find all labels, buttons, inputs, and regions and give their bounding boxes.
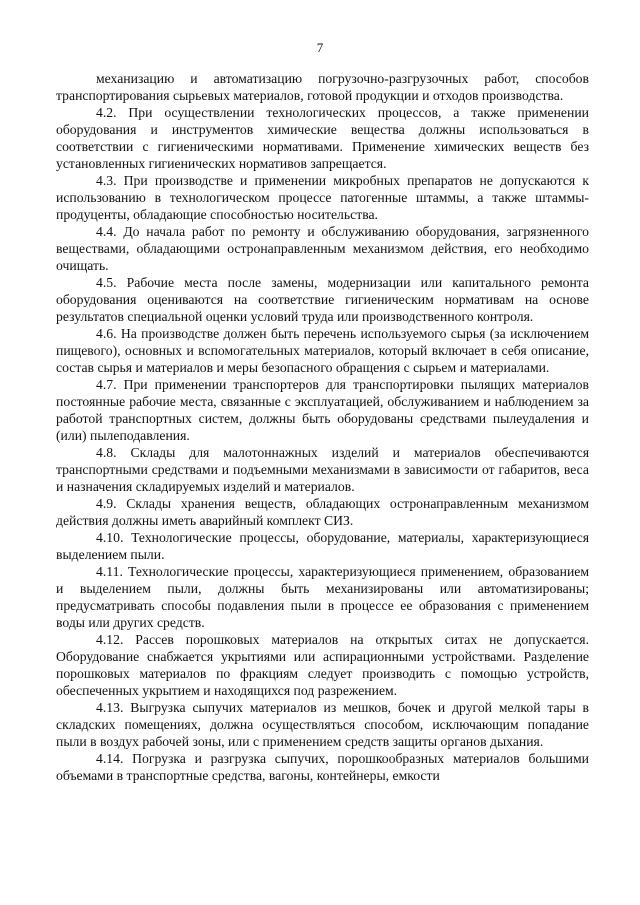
- document-body: [56, 70, 589, 784]
- paragraph-4-11: 4.11. Технологические процессы, характеризующиеся применением, образованием и выделением пыли, должны быть механизированы или автоматизированы; предусматривать способы подавления пыли в процессе ее образования с применением воды или других средств.: [56, 564, 589, 630]
- paragraph-4-10: 4.10. Технологические процессы, оборудование, материалы, характеризующиеся выделением пыли.: [56, 530, 589, 562]
- paragraph-4-5: 4.5. Рабочие места после замены, модернизации или капитального ремонта оборудования оцениваются на соответствие гигиеническим нормативам на основе результатов специальной оценки условий труда или производственного контроля.: [56, 275, 589, 324]
- paragraph-4-7: 4.7. При применении транспортеров для транспортировки пылящих материалов постоянные рабочие места, связанные с эксплуатацией, обслуживанием и наблюдением за работой транспортных систем, должны быть оборудованы средствами пылеудаления и (или) пылеподавления.: [56, 377, 589, 443]
- paragraph-4-13: 4.13. Выгрузка сыпучих материалов из мешков, бочек и другой мелкой тары в складских помещениях, должна осуществляться способом, исключающим попадание пыли в воздух рабочей зоны, или с применением средств защиты органов дыхания.: [56, 700, 589, 749]
- paragraph-4-2: 4.2. При осуществлении технологических процессов, а также применении оборудования и инструментов химические вещества должны использоваться в соответствии с гигиеническими нормативами. Применение химических веществ без установленных гигиенических нормативов запрещается.: [56, 105, 589, 171]
- page-number: 7: [316, 40, 324, 55]
- paragraph-4-8: 4.8. Склады для малотоннажных изделий и материалов обеспечиваются транспортными средствами и подъемными механизмами в зависимости от габаритов, веса и назначения складируемых изделий и материалов.: [56, 445, 589, 494]
- paragraph-4-9: 4.9. Склады хранения веществ, обладающих остронаправленным механизмом действия должны иметь аварийный комплект СИЗ.: [56, 496, 589, 528]
- paragraph-4-6: 4.6. На производстве должен быть перечень используемого сырья (за исключением пищевого), основных и вспомогательных материалов, который включает в себя описание, состав сырья и материалов и меры безопасного обращения с сырьем и материалами.: [56, 326, 589, 375]
- paragraph-4-4: 4.4. До начала работ по ремонту и обслуживанию оборудования, загрязненного веществами, обладающими остронаправленным механизмом действия, его необходимо очищать.: [56, 224, 589, 273]
- paragraph-4-14: 4.14. Погрузка и разгрузка сыпучих, порошкообразных материалов большими объемами в транспортные средства, вагоны, контейнеры, емкости: [56, 751, 589, 783]
- paragraph-continuation: механизацию и автоматизацию погрузочно-разгрузочных работ, способов транспортирования сырьевых материалов, готовой продукции и отходов производства.: [56, 71, 589, 103]
- paragraph-4-3: 4.3. При производстве и применении микробных препаратов не допускаются к использованию в технологическом процессе патогенные штаммы, а также штаммы-продуценты, обладающие способностью носительства.: [56, 173, 589, 222]
- paragraph-4-12: 4.12. Рассев порошковых материалов на открытых ситах не допускается. Оборудование снабжается укрытиями или аспирационными устройствами. Разделение порошковых материалов по фракциям следует производить с помощью устройств, обеспеченных укрытием и находящихся под разрежением.: [56, 632, 589, 698]
